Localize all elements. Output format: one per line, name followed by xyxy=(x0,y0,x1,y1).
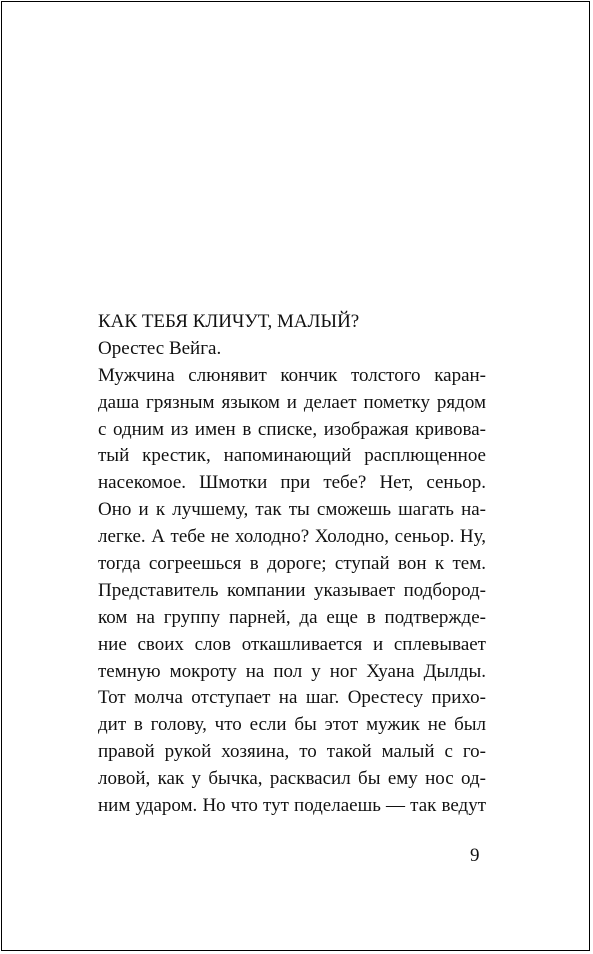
paragraph-line: дит в голову, что если бы этот мужик не был xyxy=(98,714,486,736)
paragraph-line: правой рукой хозяина, то такой малый с го- xyxy=(98,741,486,763)
paragraph-line: Мужчина слюнявит кончик толстого каран- xyxy=(98,364,486,386)
paragraph-line: ком на группу парней, да еще в подтвержде- xyxy=(98,606,486,628)
paragraph-line: темную мокроту на пол у ног Хуана Дылды. xyxy=(98,660,486,682)
paragraph-line: даша грязным языком и делает пометку рядом xyxy=(98,391,486,413)
paragraph-line: ним ударом. Но что тут поделаешь — так ведут xyxy=(98,795,486,817)
paragraph-line: тый крестик, напоминающий расплющенное xyxy=(98,445,486,467)
paragraph-line: тогда согреешься в дороге; ступай вон к тем. xyxy=(98,553,486,575)
text-block xyxy=(98,309,486,820)
paragraph xyxy=(98,363,486,820)
dialogue-heading: КАК ТЕБЯ КЛИЧУТ, МАЛЫЙ? xyxy=(98,311,360,332)
paragraph-line: Представитель компании указывает подбород- xyxy=(98,579,486,601)
book-page xyxy=(1,1,590,951)
paragraph-line: легке. А тебе не холодно? Холодно, сеньор. Ну, xyxy=(98,526,486,548)
dialogue-answer: Орестес Вейга. xyxy=(98,337,222,359)
paragraph-line: Тот молча отступает на шаг. Орестесу прихо- xyxy=(98,687,486,709)
paragraph-line: ловой, как у бычка, расквасил бы ему нос од- xyxy=(98,768,486,790)
paragraph-line: с одним из имен в списке, изображая кривова- xyxy=(98,418,486,440)
paragraph-line: Оно и к лучшему, так ты сможешь шагать на- xyxy=(98,499,486,521)
paragraph-line: ние своих слов откашливается и сплевывает xyxy=(98,633,486,655)
page-number: 9 xyxy=(470,845,480,866)
paragraph-line: насекомое. Шмотки при тебе? Нет, сеньор. xyxy=(98,472,486,494)
